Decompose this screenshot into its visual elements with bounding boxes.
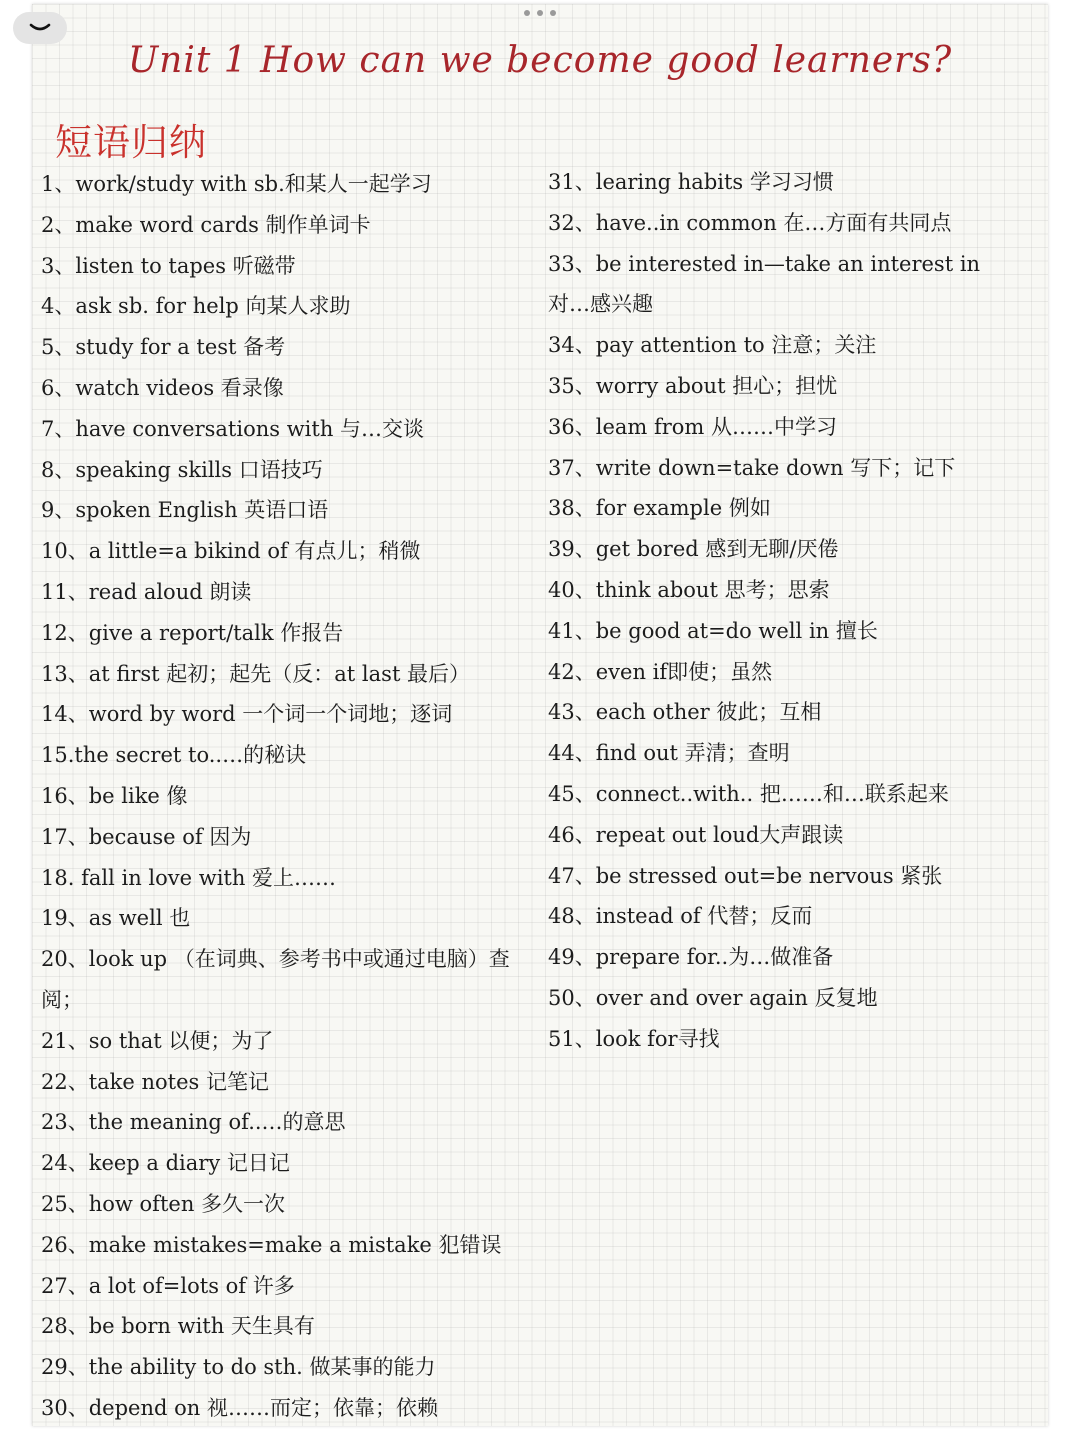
list-item: 14、word by word 一个词一个词地；逐词 (41, 702, 453, 727)
list-item: 31、learing habits 学习习惯 (548, 170, 834, 194)
list-item: 51、look for寻找 (548, 1026, 720, 1051)
list-item: 29、the ability to do sth. 做某事的能力 (41, 1355, 436, 1380)
list-item: 44、find out 弄清；查明 (548, 741, 790, 766)
section-heading: 短语归纳 (55, 121, 207, 164)
list-item: 3、listen to tapes 听磁带 (41, 253, 296, 278)
chevron-down-icon (29, 22, 51, 34)
list-item: 1、work/study with sb.和某人一起学习 (41, 172, 432, 196)
list-item: 38、for example 例如 (548, 496, 771, 521)
more-dots-icon[interactable] (524, 8, 556, 18)
list-item: 42、even if即使；虽然 (548, 659, 773, 684)
list-item: 17、because of 因为 (41, 824, 252, 849)
list-item: 2、make word cards 制作单词卡 (41, 212, 371, 237)
list-item: 47、be stressed out=be nervous 紧张 (548, 863, 943, 888)
list-item: 5、study for a test 备考 (41, 335, 286, 360)
list-item: 11、read aloud 朗读 (41, 579, 252, 604)
list-item: 36、leam from 从……中学习 (548, 414, 838, 439)
list-item: 19、as well 也 (41, 906, 191, 931)
list-item: 41、be good at=do well in 擅长 (548, 618, 878, 643)
list-item: 49、prepare for..为…做准备 (548, 945, 834, 970)
list-item: 48、instead of 代替；反而 (548, 904, 813, 929)
list-item: 34、pay attention to 注意；关注 (548, 333, 877, 358)
list-item: 27、a lot of=lots of 许多 (41, 1273, 295, 1298)
phrase-list-left (41, 164, 531, 1429)
list-item: 7、have conversations with 与…交谈 (41, 416, 425, 441)
list-item: 13、at first 起初；起先（反：at last 最后） (41, 661, 471, 686)
list-item: 24、keep a diary 记日记 (41, 1151, 290, 1176)
list-item: 10、a little=a bikind of 有点儿；稍微 (41, 539, 421, 564)
list-item: 50、over and over again 反复地 (548, 985, 878, 1010)
list-item: 23、the meaning of..…的意思 (41, 1110, 346, 1135)
list-item: 32、have..in common 在…方面有共同点 (548, 210, 952, 235)
list-item: 45、connect..with.. 把……和…联系起来 (548, 781, 949, 806)
list-item: 30、depend on 视……而定；依靠；依赖 (41, 1395, 438, 1420)
list-item: 6、watch videos 看录像 (41, 375, 284, 400)
list-item: 8、speaking skills 口语技巧 (41, 457, 323, 482)
list-item: 26、make mistakes=make a mistake 犯错误 (41, 1232, 502, 1257)
list-item: 43、each other 彼此；互相 (548, 700, 822, 725)
list-item: 22、take notes 记笔记 (41, 1069, 269, 1094)
list-item: 39、get bored 感到无聊/厌倦 (548, 537, 839, 562)
list-item: 40、think about 思考；思索 (548, 577, 830, 602)
list-item: 21、so that 以便；为了 (41, 1028, 274, 1053)
list-item: 35、worry about 担心；担忧 (548, 373, 838, 398)
list-item: 20、look up （在词典、参考书中或通过电脑）查阅； (41, 947, 510, 1012)
list-item: 25、how often 多久一次 (41, 1191, 286, 1216)
page-title: Unit 1 How can we become good learners? (127, 40, 953, 81)
list-item: 12、give a report/talk 作报告 (41, 620, 344, 645)
list-item: 28、be born with 天生具有 (41, 1314, 315, 1339)
list-item: 33、be interested in—take an interest in 对…感兴趣 (548, 251, 981, 317)
list-item: 46、repeat out loud大声跟读 (548, 822, 844, 847)
list-item: 16、be like 像 (41, 783, 188, 808)
list-item: 4、ask sb. for help 向某人求助 (41, 294, 351, 319)
list-item: 18. fall in love with 爱上…… (41, 865, 337, 890)
list-item: 37、write down=take down 写下；记下 (548, 455, 956, 480)
list-item: 15.the secret to..…的秘诀 (41, 743, 307, 768)
phrase-list-right (548, 162, 1028, 1060)
list-item: 9、spoken English 英语口语 (41, 498, 329, 523)
